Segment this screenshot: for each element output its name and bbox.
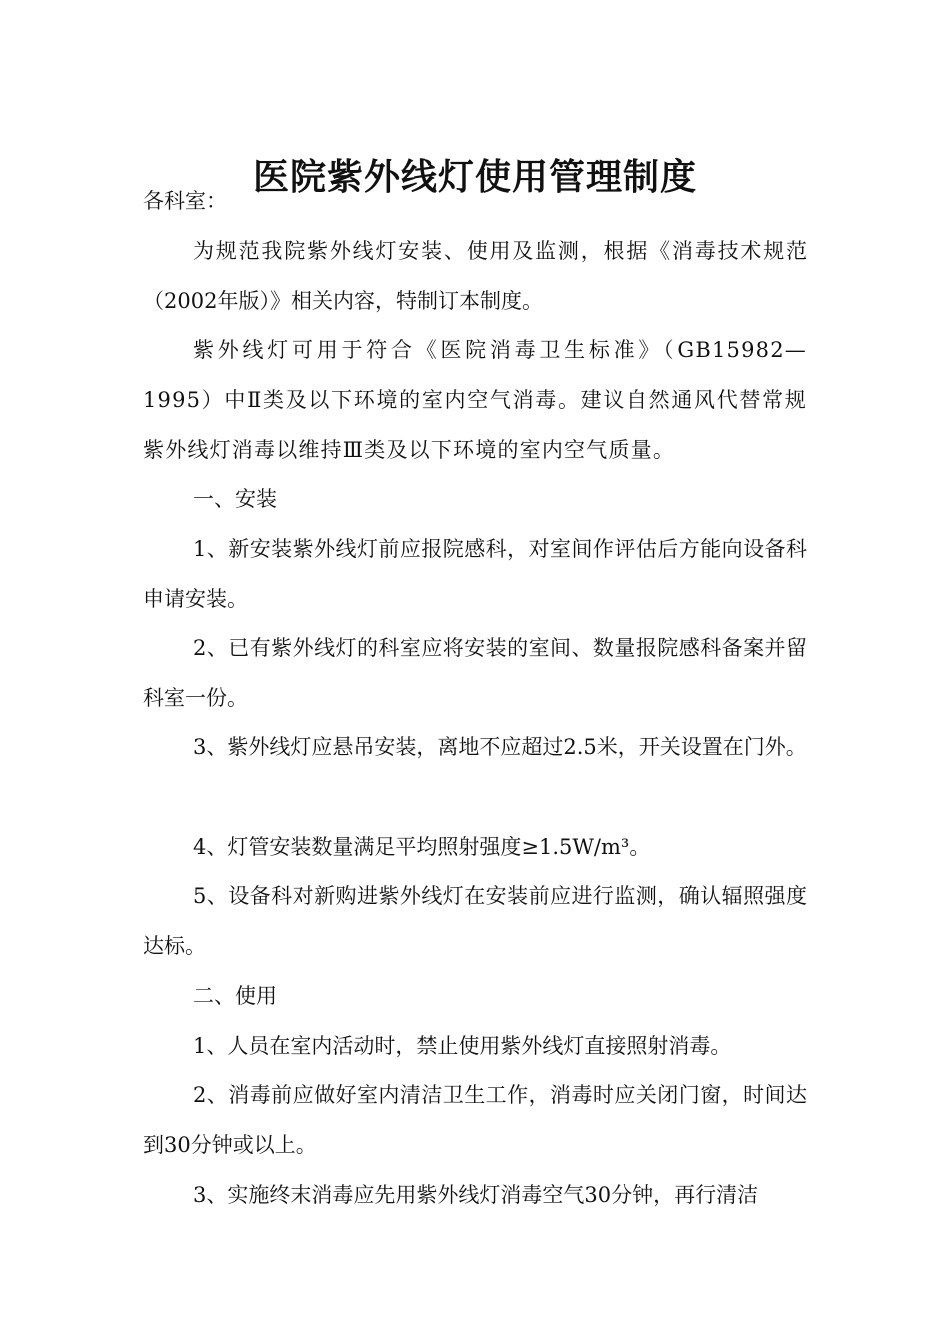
list-item: 5、设备科对新购进紫外线灯在安装前应进行监测，确认辐照强度达标。 [143, 884, 807, 958]
document-title: 医院紫外线灯使用管理制度 [252, 156, 697, 199]
list-item: 1、新安装紫外线灯前应报院感科，对室间作评估后方能向设备科申请安装。 [143, 537, 807, 611]
intro-paragraph: 为规范我院紫外线灯安装、使用及监测，根据《消毒技术规范（2002年版）》相关内容，特制订本制度。 [143, 239, 807, 313]
list-item: 3、实施终末消毒应先用紫外线灯消毒空气30分钟，再行清洁 [193, 1183, 759, 1207]
salutation: 各科室： [143, 189, 227, 213]
list-item: 4、灯管安装数量满足平均照射强度≥1.5W/m³。 [193, 835, 651, 859]
list-item: 1、人员在室内活动时，禁止使用紫外线灯直接照射消毒。 [193, 1034, 732, 1058]
list-item: 2、已有紫外线灯的科室应将安装的室间、数量报院感科备案并留科室一份。 [143, 636, 807, 710]
section-heading-use: 二、使用 [193, 984, 277, 1008]
list-item: 2、消毒前应做好室内清洁卫生工作，消毒时应关闭门窗，时间达到30分钟或以上。 [143, 1083, 807, 1157]
scope-paragraph: 紫外线灯可用于符合《医院消毒卫生标准》（GB15982—1995）中Ⅱ类及以下环境的室内空气消毒。建议自然通风代替常规紫外线灯消毒以维持Ⅲ类及以下环境的室内空气质量。 [143, 338, 807, 462]
list-item: 3、紫外线灯应悬吊安装，离地不应超过2.5米，开关设置在门外。 [193, 735, 807, 759]
section-heading-install: 一、安装 [193, 487, 277, 511]
